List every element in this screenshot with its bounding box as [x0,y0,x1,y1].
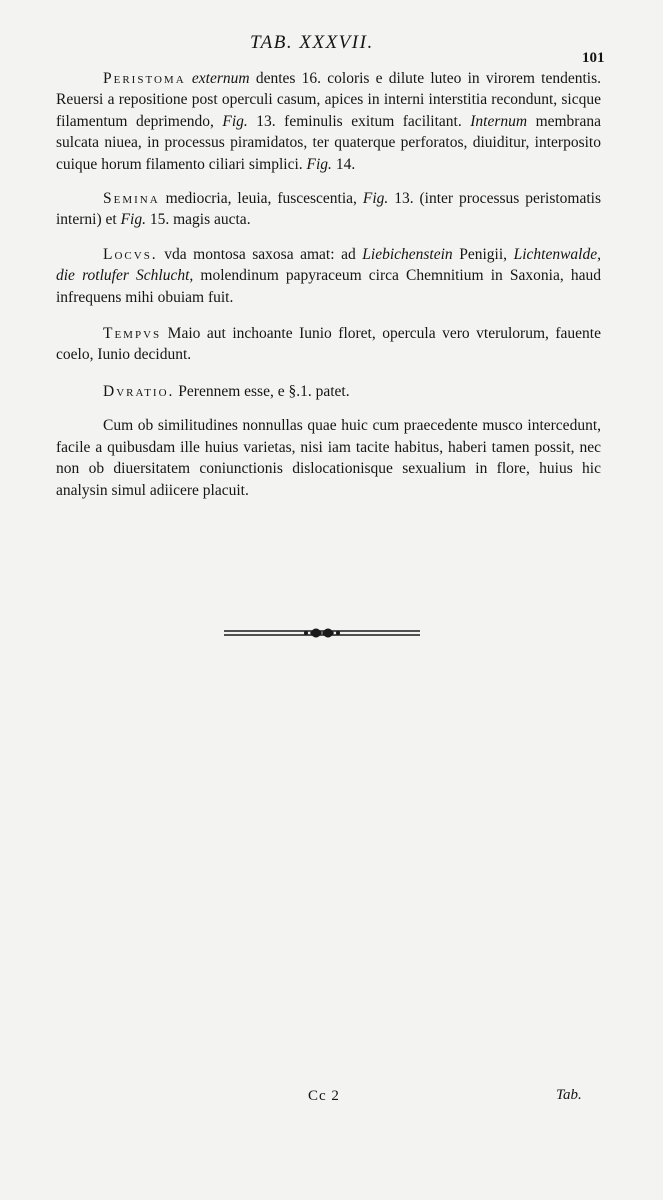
text-segment: 13. (inter processus peristomatis interni) et [56,190,601,229]
paragraph-locus [56,244,601,308]
signature-mark: Cc 2 [308,1088,340,1104]
text-segment: vda montosa saxosa amat: ad [157,245,363,263]
paragraph-lead-word: Semina [103,190,160,208]
paragraph-lead-word: Dvratio. [103,382,175,400]
text-segment: Liebichenstein [362,245,453,263]
text-segment: 15. magis aucta. [145,211,251,229]
paragraph-lead-word: Peristoma [103,70,186,87]
paragraph-semina [56,188,601,231]
paragraph-lead-word: Tempvs [103,325,162,343]
text-segment: Cum ob similitudines nonnullas quae huic cum praecedente musco intercedunt, facile a quibusdam ille huius varietas, nisi iam tacite habitus, haberi tamen possit, nec non ob diuersitatem coniunctionis dislocationisque sexualium in flore, huius hic analysin simul adiicere placuit. [56,417,601,499]
catchword: Tab. [556,1087,582,1103]
text-segment: Fig. [222,112,248,130]
text-segment: membrana sulcata niuea, in processus piramidatos, ter quaterque perforatos, diuiditur, interposito cuique horum filamento ciliari simplici. [56,112,601,173]
main-text [56,68,601,501]
text-segment: Lichtenwalde, die rotlufer Schlucht, [56,245,601,285]
paragraph-duratio [56,381,601,402]
text-segment: molendinum papyraceum circa Chemnitium in Saxonia, haud infrequens mihi obuiam fuit. [56,267,601,306]
text-segment: 14. [331,155,356,173]
paragraph-tempus [56,323,601,366]
text-segment: dentes 16. coloris e dilute luteo in virorem tendentis. Reuersi a repositione post operculi casum, apices in interni interstitia recondunt, sicque filamentum deprimendo, [56,70,602,130]
text-segment: Perennem esse, e §.1. patet. [174,382,350,400]
page-number: 101 [582,50,605,66]
text-segment: 13. feminulis exitum facilitant. [247,112,471,130]
text-segment: Penigii, [452,245,514,263]
text-segment: Internum [470,112,528,130]
paragraph-conclusion [56,415,601,501]
paragraph-lead-word: Locvs. [103,245,158,263]
paragraph-peristoma [56,68,601,175]
text-segment: Maio aut inchoante Iunio floret, opercula vero vterulorum, fauente coelo, Iunio decidunt. [56,325,601,364]
ornament-rule [222,626,422,640]
text-segment: mediocria, leuia, fuscescentia, [159,190,363,208]
text-segment: Fig. [306,155,332,173]
text-segment: Fig. [120,211,146,229]
text-segment: externum [191,70,250,87]
running-head: TAB. XXXVII. [250,32,374,53]
text-segment: Fig. [362,190,389,208]
